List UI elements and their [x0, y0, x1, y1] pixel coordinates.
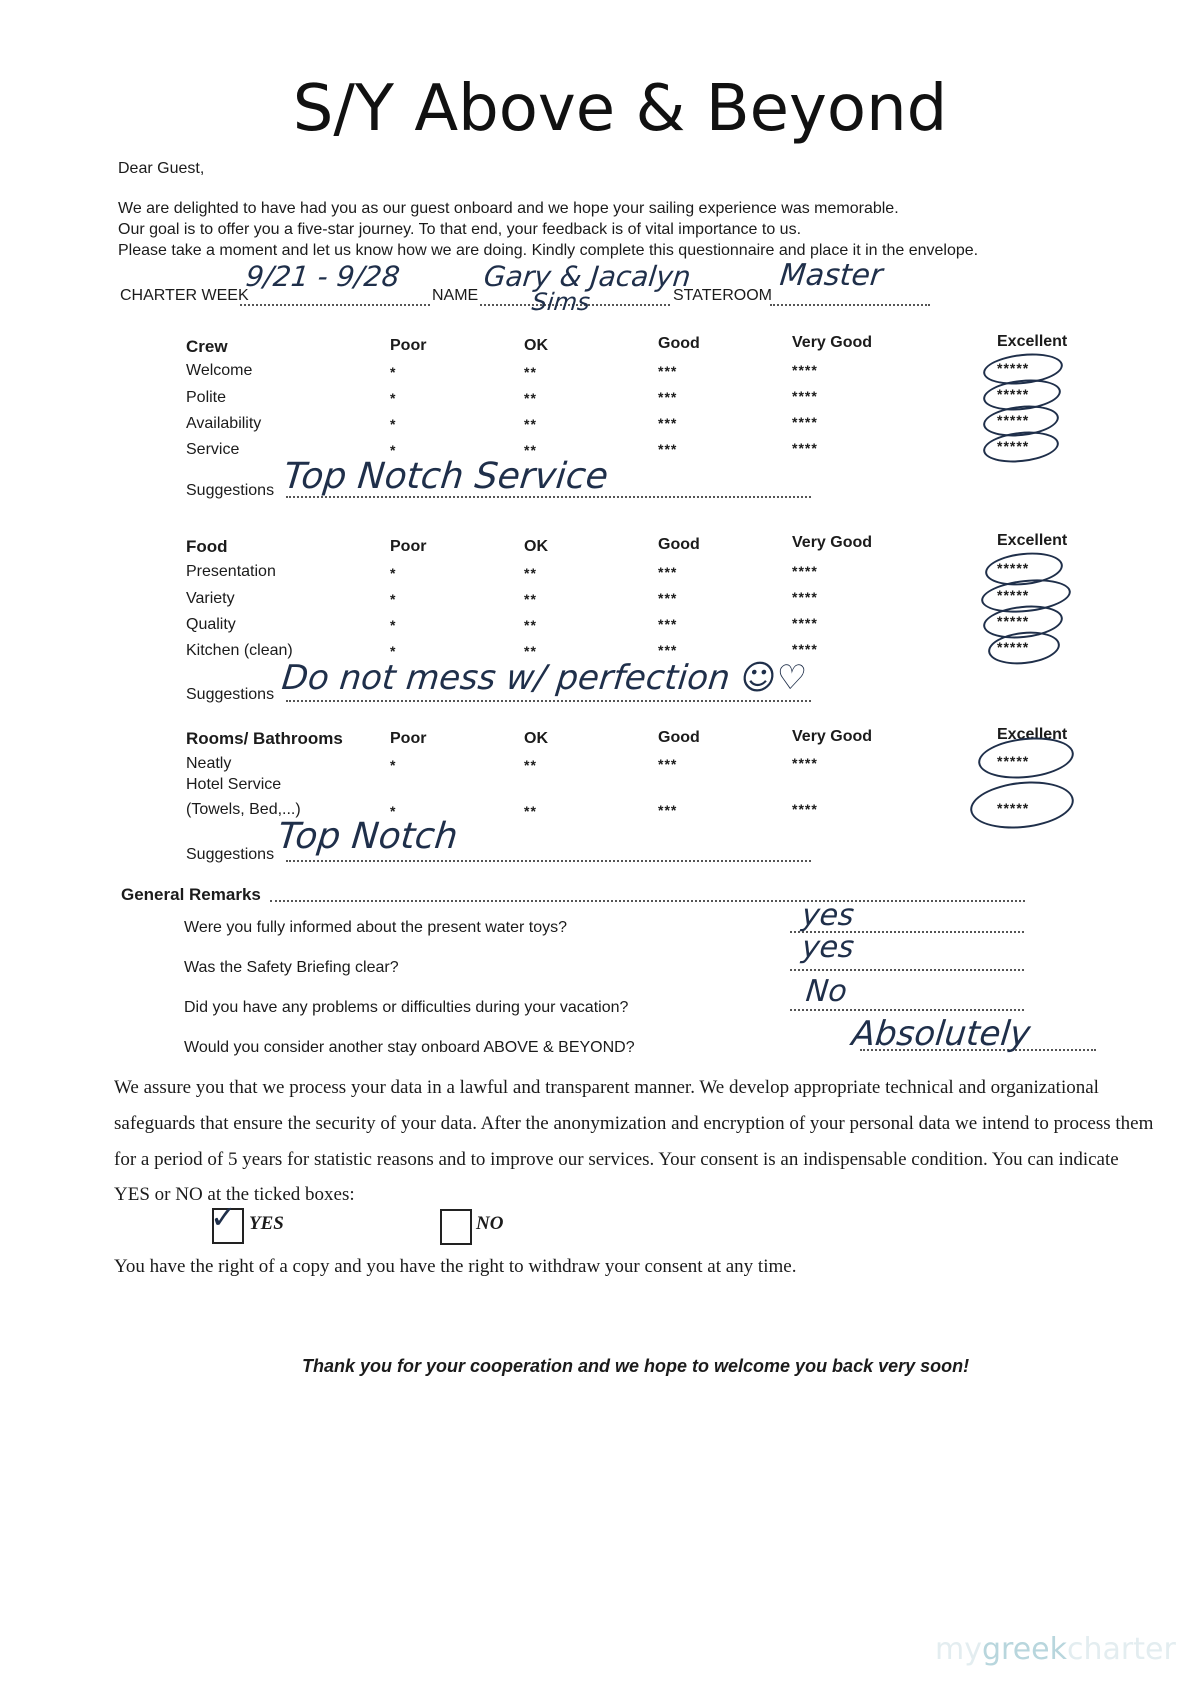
food-presentation-ok-stars: ** — [524, 565, 537, 581]
crew-row-availability: Availability — [186, 415, 262, 432]
food-presentation-good-stars: *** — [658, 564, 678, 580]
privacy-rights: You have the right of a copy and you have the right to withdraw your consent at any time. — [114, 1256, 797, 1277]
food-kitchen-ok-stars: ** — [524, 643, 537, 659]
rooms-neatly-ok-stars: ** — [524, 757, 537, 773]
rooms-suggestions-value: Top Notch — [275, 816, 460, 857]
rooms-hotel-very-good-stars: **** — [792, 801, 818, 817]
rooms-hotel-poor-stars: * — [390, 803, 397, 819]
food-col-ok: OK — [524, 538, 548, 555]
crew-service-very-good-stars: **** — [792, 440, 818, 456]
food-kitchen-excellent-stars: ***** — [997, 639, 1030, 655]
consent-no-label: NO — [476, 1213, 504, 1234]
rooms-col-ok: OK — [524, 730, 548, 747]
crew-col-excellent: Excellent — [997, 333, 1068, 350]
food-kitchen-very-good-stars: **** — [792, 641, 818, 657]
crew-service-excellent-stars: ***** — [997, 438, 1030, 454]
crew-welcome-excellent-stars: ***** — [997, 360, 1030, 376]
crew-col-very-good: Very Good — [792, 334, 873, 351]
document-title: S/Y Above & Beyond — [292, 72, 948, 146]
crew-welcome-poor-stars: * — [390, 364, 397, 380]
intro-line-2: Our goal is to offer you a five-star journey. To that end, your feedback is of vital importance to us. — [118, 221, 802, 238]
food-row-kitchen: Kitchen (clean) — [186, 642, 293, 659]
crew-service-good-stars: *** — [658, 441, 678, 457]
rooms-suggestions-line — [286, 860, 811, 862]
crew-availability-excellent-stars: ***** — [997, 412, 1030, 428]
crew-polite-ok-stars: ** — [524, 390, 537, 406]
food-col-excellent: Excellent — [997, 532, 1068, 549]
crew-availability-good-stars: *** — [658, 415, 678, 431]
crew-welcome-ok-stars: ** — [524, 364, 537, 380]
rooms-neatly-selection-ring — [976, 733, 1076, 783]
food-variety-ok-stars: ** — [524, 591, 537, 607]
crew-polite-excellent-stars: ***** — [997, 386, 1030, 402]
food-variety-poor-stars: * — [390, 591, 397, 607]
food-section-title: Food — [186, 537, 228, 556]
name-label: NAME — [432, 287, 479, 304]
crew-suggestions-label: Suggestions — [186, 482, 275, 499]
answer-problems: No — [804, 974, 849, 1009]
charter-week-field-line — [240, 304, 430, 306]
general-remarks-label: General Remarks — [121, 885, 261, 904]
crew-col-ok: OK — [524, 337, 548, 354]
crew-row-service: Service — [186, 441, 240, 458]
general-remarks-line — [270, 900, 1025, 902]
crew-service-poor-stars: * — [390, 442, 397, 458]
crew-suggestions-value: Top Notch Service — [281, 456, 611, 497]
privacy-line-4: YES or NO at the ticked boxes: — [114, 1184, 355, 1205]
rooms-section-title: Rooms/ Bathrooms — [186, 729, 343, 748]
food-variety-excellent-stars: ***** — [997, 587, 1030, 603]
watermark-brand: greek — [981, 1632, 1067, 1667]
watermark-right: charter — [1067, 1632, 1176, 1667]
greeting: Dear Guest, — [118, 160, 205, 177]
rooms-col-poor: Poor — [390, 730, 427, 747]
rooms-neatly-very-good-stars: **** — [792, 755, 818, 771]
food-presentation-excellent-stars: ***** — [997, 560, 1030, 576]
privacy-line-2: safeguards that ensure the security of your data. After the anonymization and encryption of your personal data we intend to process them — [114, 1113, 1154, 1134]
name-value-line-2: Sims — [530, 288, 592, 316]
food-presentation-poor-stars: * — [390, 565, 397, 581]
food-quality-excellent-stars: ***** — [997, 613, 1030, 629]
food-suggestions-label: Suggestions — [186, 686, 275, 703]
stateroom-label: STATEROOM — [673, 287, 772, 304]
name-value: Gary & Jacalyn — [482, 260, 693, 293]
food-quality-poor-stars: * — [390, 617, 397, 633]
rooms-col-very-good: Very Good — [792, 728, 873, 745]
check-icon: ✓ — [210, 1198, 237, 1236]
crew-section-title: Crew — [186, 337, 228, 356]
rooms-neatly-poor-stars: * — [390, 757, 397, 773]
food-variety-good-stars: *** — [658, 590, 678, 606]
intro-line-3: Please take a moment and let us know how we are doing. Kindly complete this questionnaire and place it in the envelope. — [118, 242, 979, 259]
food-suggestions-line — [286, 700, 811, 702]
rooms-col-excellent: Excellent — [997, 726, 1068, 743]
charter-week-value: 9/21 - 9/28 — [244, 260, 402, 293]
crew-polite-poor-stars: * — [390, 390, 397, 406]
food-row-variety: Variety — [186, 590, 235, 607]
consent-no-checkbox[interactable] — [440, 1209, 472, 1245]
answer-line-safety-briefing — [790, 969, 1024, 971]
crew-availability-ok-stars: ** — [524, 416, 537, 432]
answer-safety-briefing: yes — [800, 930, 856, 965]
crew-col-poor: Poor — [390, 337, 427, 354]
crew-availability-very-good-stars: **** — [792, 414, 818, 430]
food-col-good: Good — [658, 536, 700, 553]
question-safety-briefing: Was the Safety Briefing clear? — [184, 959, 399, 976]
rooms-hotel-selection-ring — [968, 777, 1076, 834]
question-stay-again: Would you consider another stay onboard ABOVE & BEYOND? — [184, 1039, 635, 1056]
stateroom-field-line — [770, 304, 930, 306]
rooms-hotel-ok-stars: ** — [524, 803, 537, 819]
rooms-hotel-excellent-stars: ***** — [997, 800, 1030, 816]
food-quality-good-stars: *** — [658, 616, 678, 632]
watermark-left: my — [935, 1632, 982, 1667]
rooms-neatly-excellent-stars: ***** — [997, 753, 1030, 769]
answer-line-problems — [790, 1009, 1024, 1011]
question-water-toys: Were you fully informed about the present water toys? — [184, 919, 568, 936]
crew-welcome-good-stars: *** — [658, 363, 678, 379]
food-kitchen-poor-stars: * — [390, 643, 397, 659]
rooms-neatly-good-stars: *** — [658, 756, 678, 772]
crew-polite-good-stars: *** — [658, 389, 678, 405]
food-kitchen-good-stars: *** — [658, 642, 678, 658]
food-row-presentation: Presentation — [186, 563, 276, 580]
food-col-very-good: Very Good — [792, 534, 873, 551]
food-row-quality: Quality — [186, 616, 236, 633]
consent-yes-label: YES — [249, 1213, 284, 1234]
answer-water-toys: yes — [800, 898, 856, 933]
crew-service-ok-stars: ** — [524, 442, 537, 458]
crew-availability-poor-stars: * — [390, 416, 397, 432]
rooms-suggestions-label: Suggestions — [186, 846, 275, 863]
thank-you-note: Thank you for your cooperation and we hope to welcome you back very soon! — [302, 1356, 970, 1376]
watermark-logo — [935, 1632, 1176, 1667]
privacy-line-3: for a period of 5 years for statistic reasons and to improve our services. Your consent is an indispensable condition. You can indicate — [114, 1149, 1119, 1170]
consent-yes-checkbox[interactable] — [210, 1198, 244, 1244]
privacy-line-1: We assure you that we process your data in a lawful and transparent manner. We develop appropriate technical and organizational — [114, 1077, 1099, 1098]
crew-row-polite: Polite — [186, 389, 227, 406]
crew-polite-very-good-stars: **** — [792, 388, 818, 404]
food-quality-very-good-stars: **** — [792, 615, 818, 631]
rooms-hotel-good-stars: *** — [658, 802, 678, 818]
food-quality-ok-stars: ** — [524, 617, 537, 633]
food-col-poor: Poor — [390, 538, 427, 555]
crew-welcome-very-good-stars: **** — [792, 362, 818, 378]
food-suggestions-value: Do not mess w/ perfection ☺♡ — [279, 658, 809, 698]
crew-row-welcome: Welcome — [186, 362, 253, 379]
rooms-col-good: Good — [658, 729, 700, 746]
stateroom-value: Master — [778, 258, 885, 293]
rooms-row-towels-bed: (Towels, Bed,...) — [186, 801, 301, 818]
food-variety-very-good-stars: **** — [792, 589, 818, 605]
rooms-row-hotel-service: Hotel Service — [186, 776, 282, 793]
intro-line-1: We are delighted to have had you as our guest onboard and we hope your sailing experience was memorable. — [118, 200, 899, 217]
food-presentation-very-good-stars: **** — [792, 563, 818, 579]
rooms-row-neatly: Neatly — [186, 755, 232, 772]
charter-week-label: CHARTER WEEK — [120, 287, 249, 304]
answer-stay-again: Absolutely — [849, 1014, 1033, 1054]
crew-col-good: Good — [658, 335, 700, 352]
question-problems: Did you have any problems or difficulties during your vacation? — [184, 999, 629, 1016]
